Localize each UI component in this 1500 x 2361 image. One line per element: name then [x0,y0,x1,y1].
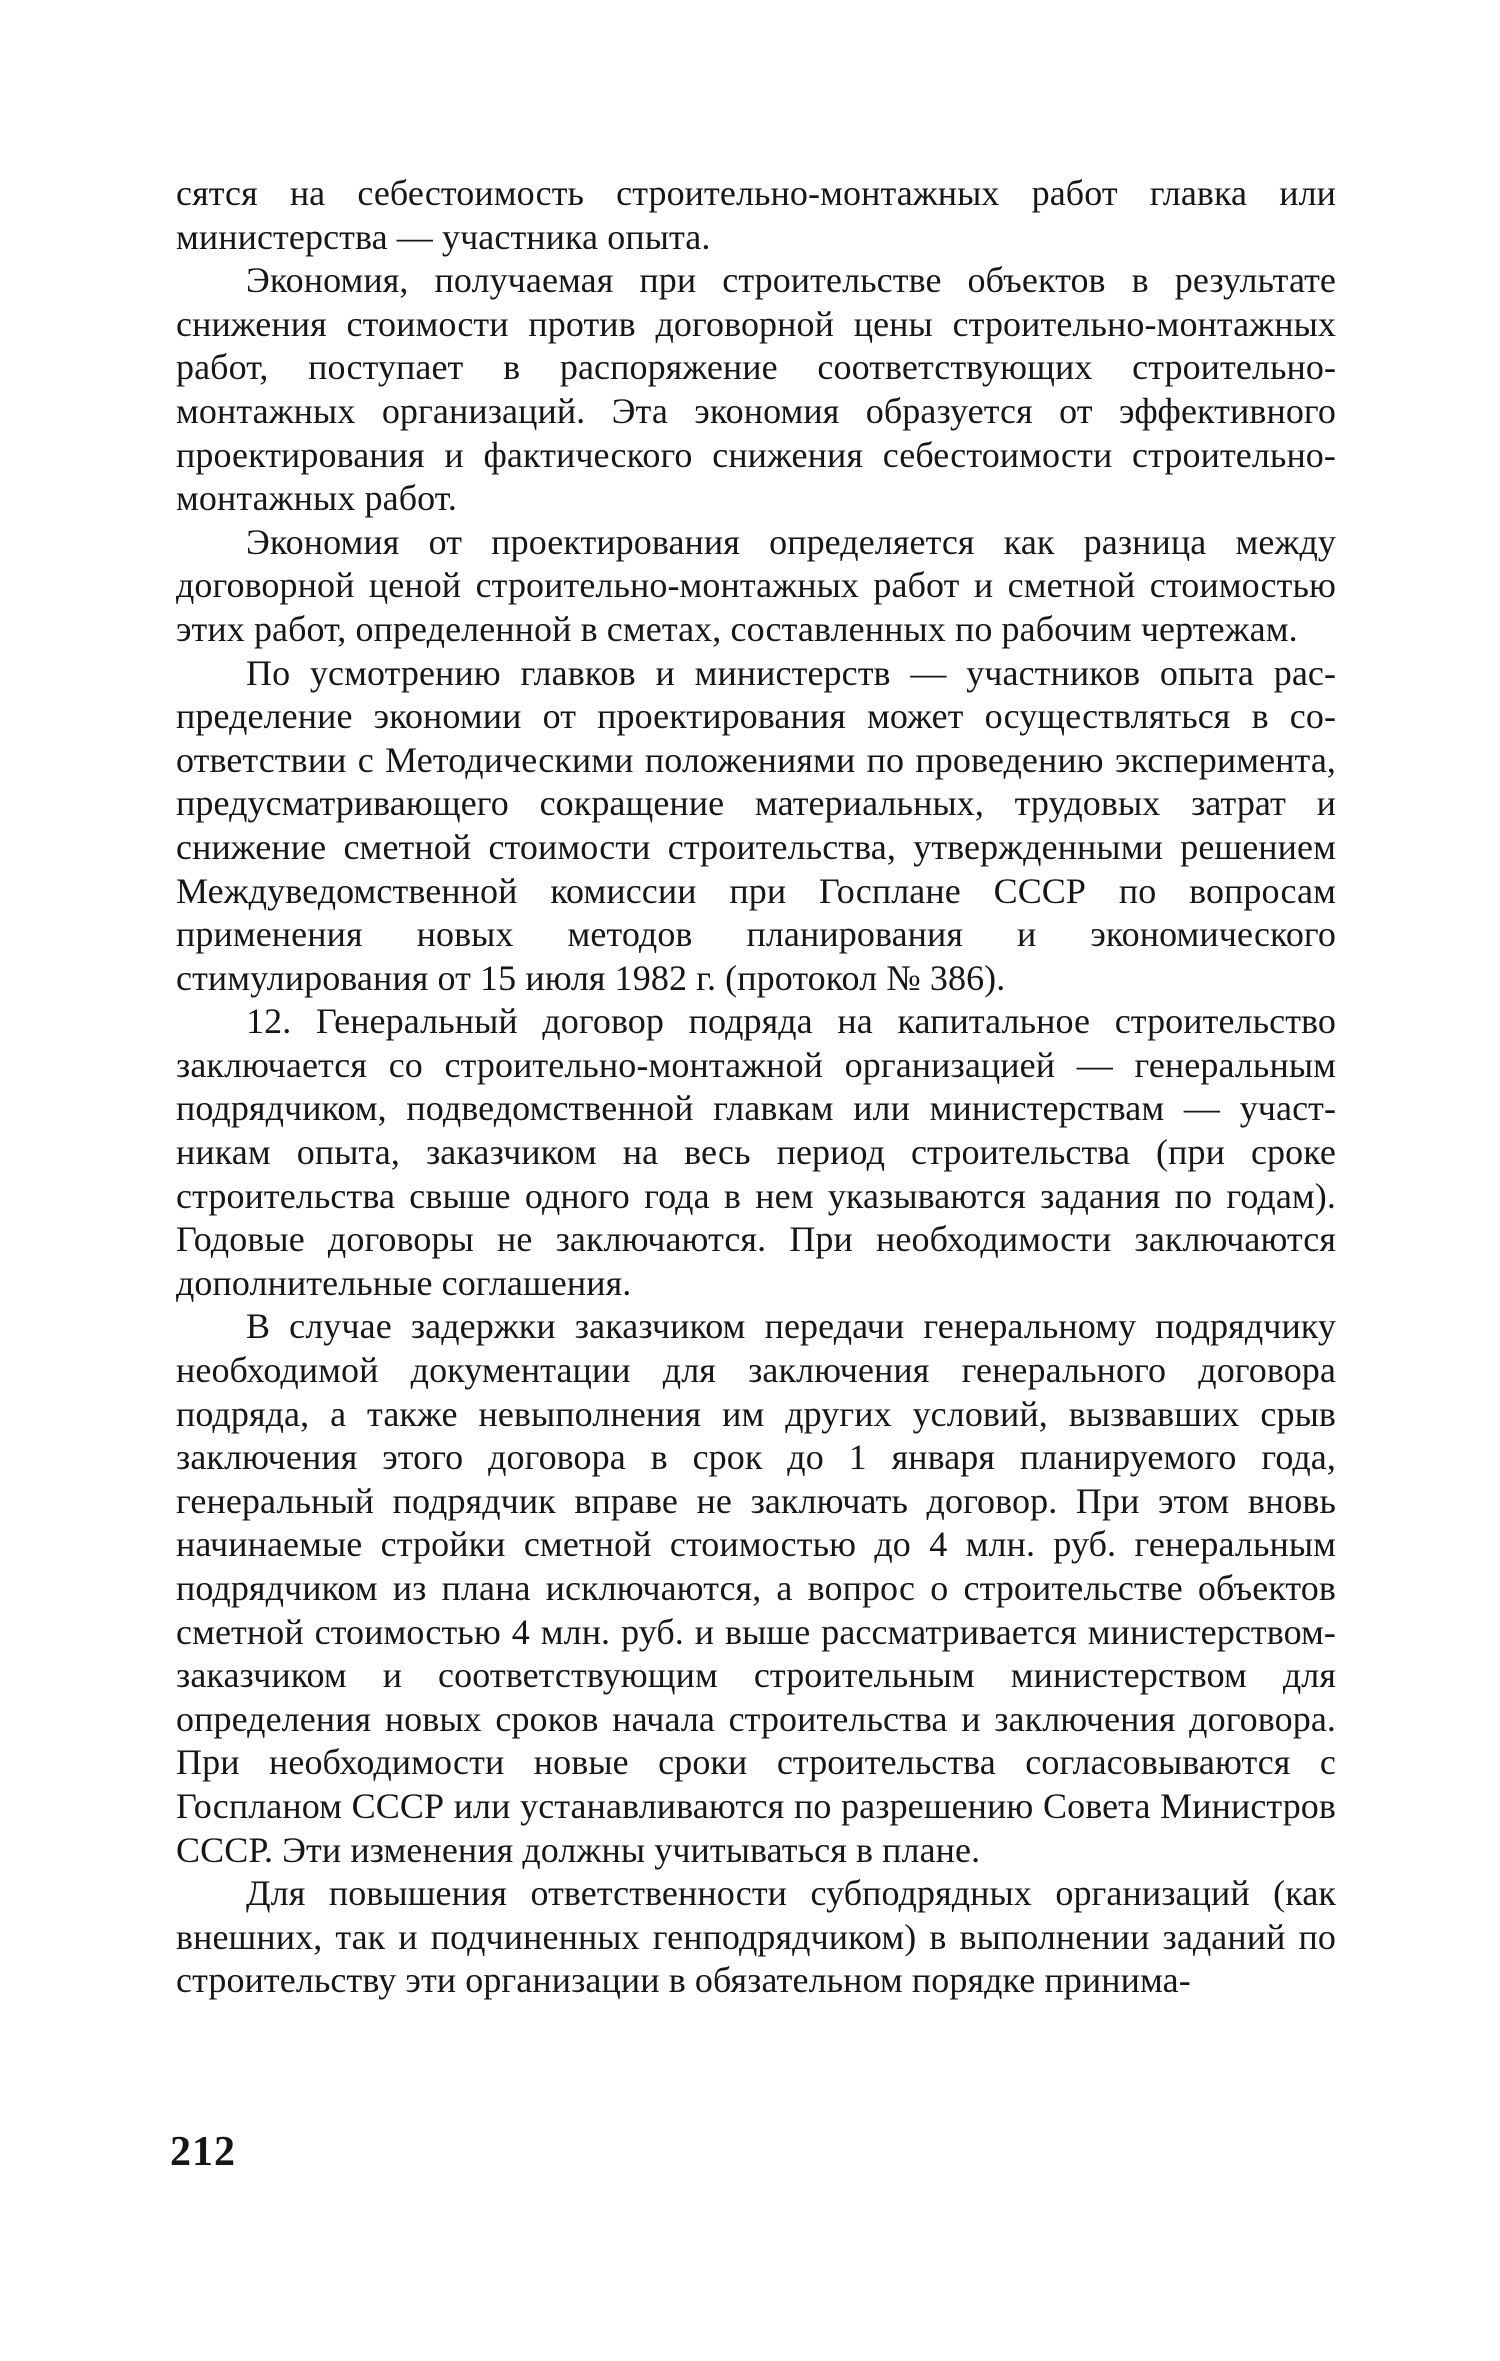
paragraph-item-12-contract: 12. Генеральный договор подряда на капитальное строительство заключается со строительно-монтажной организацией — генеральным подрядчиком, подведомственной главкам или министерствам — участникам опыта, заказчиком на весь период строительства (при сроке строительства свыше одного года в нем указываются задания по годам). Годовые договоры не заключаются. При необходимости заключаются дополнительные соглашения. [176,1001,1336,1303]
paragraph-design-economy: Экономия от проектирования определяется как разница между договорной ценой строительно-монтажных работ и сметной стоимостью этих работ, определенной в сметах, составленных по рабочим чертежам. [176,521,1336,649]
paragraph-delay-case: В случае задержки заказчиком передачи генеральному подрядчику необходимой документации для заключения генерального договора подряда, а также невыполнения им других условий, вызвавших срыв заключения этого договора в срок до 1 января планируемого года, генеральный подрядчик вправе не заключать договор. При этом вновь начинаемые стройки сметной стоимостью до 4 млн. руб. генеральным подрядчиком из плана исключаются, а вопрос о строительстве объектов сметной стоимостью 4 млн. руб. и выше рассматривается министерством-заказчиком и соответствующим строительным министерством для определения новых сроков начала строительства и заключения договора. При необходимости новые сроки строительства согласовываются с Госпланом СССР или устанавливаются по разрешению Совета Министров СССР. Эти изменения должны учитываться в плане. [176,1306,1336,1870]
paragraph-economy-sources: Экономия, получаемая при строительстве объектов в результате снижения стоимости против договорной цены строительно-монтажных работ, поступает в распоряжение соответствующих строительномонтажных организаций. Эта экономия образуется от эффективного проектирования и фактического снижения себестоимости строительно-монтажных работ. [176,260,1336,519]
page-number: 212 [170,2129,236,2175]
paragraph-economy-distribution: По усмотрению главков и министерств — участников опыта распределение экономии от проектирования может осуществляться в соответствии с Методическими положениями по проведению эксперимента, предусматривающего сокращение материальных, трудовых затрат и снижение сметной стоимости строительства, утвержденными решением Междуведомственной комиссии при Госплане СССР по вопросам применения новых методов планирования и экономического стимулирования от 15 июля 1982 г. (протокол № 386). [176,652,1336,998]
paragraph-continuation: сятся на себестоимость строительно-монтажных работ главка или министерства — участника опыта. [176,173,1336,257]
paragraph-subcontractor-responsibility: Для повышения ответственности субподрядных организаций (как внешних, так и подчиненных генподрядчиком) в выполнении заданий по строительству эти организации в обязательном порядке принима- [176,1873,1336,2001]
page-body [176,172,1336,2003]
